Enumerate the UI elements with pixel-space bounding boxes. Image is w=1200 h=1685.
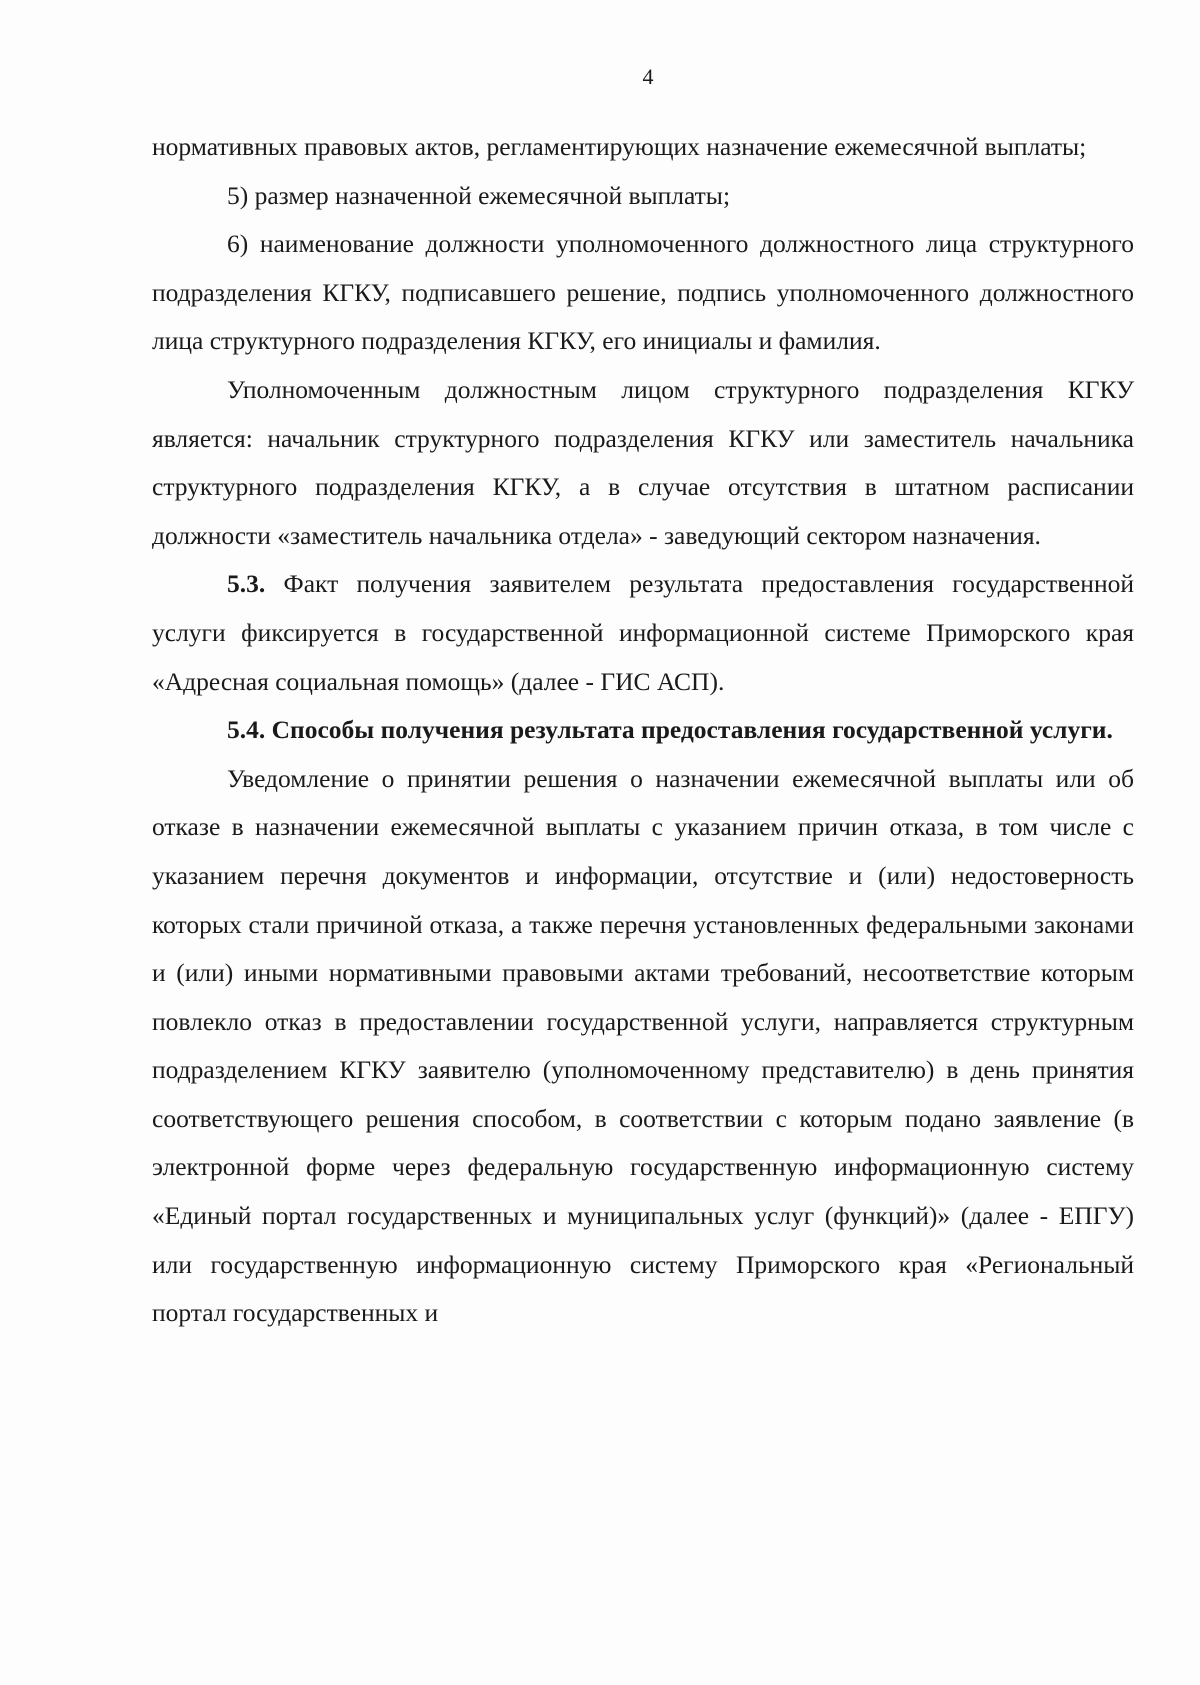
document-body xyxy=(152,123,1134,1338)
paragraph-item-6: 6) наименование должности уполномоченного должностного лица структурного подразделения КГКУ, подписавшего решение, подпись уполномоченного должностного лица структурного подразделения КГКУ, его инициалы и фамилия. xyxy=(152,229,1134,356)
paragraph-authorized-official: Уполномоченным должностным лицом структурного подразделения КГКУ является: начальник структурного подразделения КГКУ или заместитель начальника структурного подразделения КГКУ, а в случае отсутствия в штатном расписании должности «заместитель начальника отдела» - заведующий сектором назначения. xyxy=(152,374,1134,550)
paragraph-notification: Уведомление о принятии решения о назначении ежемесячной выплаты или об отказе в назначении ежемесячной выплаты с указанием причин отказа, в том числе с указанием перечня документов и информации, отсутствие и (или) недостоверность которых стали причиной отказа, а также перечня установленных федеральными законами и (или) иными нормативными правовыми актами требований, несоответствие которым повлекло отказ в предоставлении государственной услуги, направляется структурным подразделением КГКУ заявителю (уполномоченному представителю) в день принятия соответствующего решения способом, в соответствии с которым подано заявление (в электронной форме через федеральную государственную информационную систему «Единый портал государственных и муниципальных услуг (функций)» (далее - ЕПГУ) или государственную информационную систему Приморского края «Региональный портал государственных и xyxy=(152,763,1134,1328)
paragraph-continuation: нормативных правовых актов, регламентирующих назначение ежемесячной выплаты; xyxy=(152,132,1087,161)
section-heading-5-4: 5.4. Способы получения результата предоставления государственной услуги. xyxy=(227,715,1113,745)
section-number-5-3: 5.3. xyxy=(227,569,266,599)
page-number: 4 xyxy=(642,64,654,89)
paragraph-item-5: 5) размер назначенной ежемесячной выплаты; xyxy=(227,180,731,210)
paragraph-5-3 xyxy=(152,560,1134,706)
paragraph-5-3-text: Факт получения заявителем результата предоставления государственной услуги фиксируется в государственной информационной системе Приморского края «Адресная социальная помощь» (далее - ГИС АСП). xyxy=(152,569,1134,696)
